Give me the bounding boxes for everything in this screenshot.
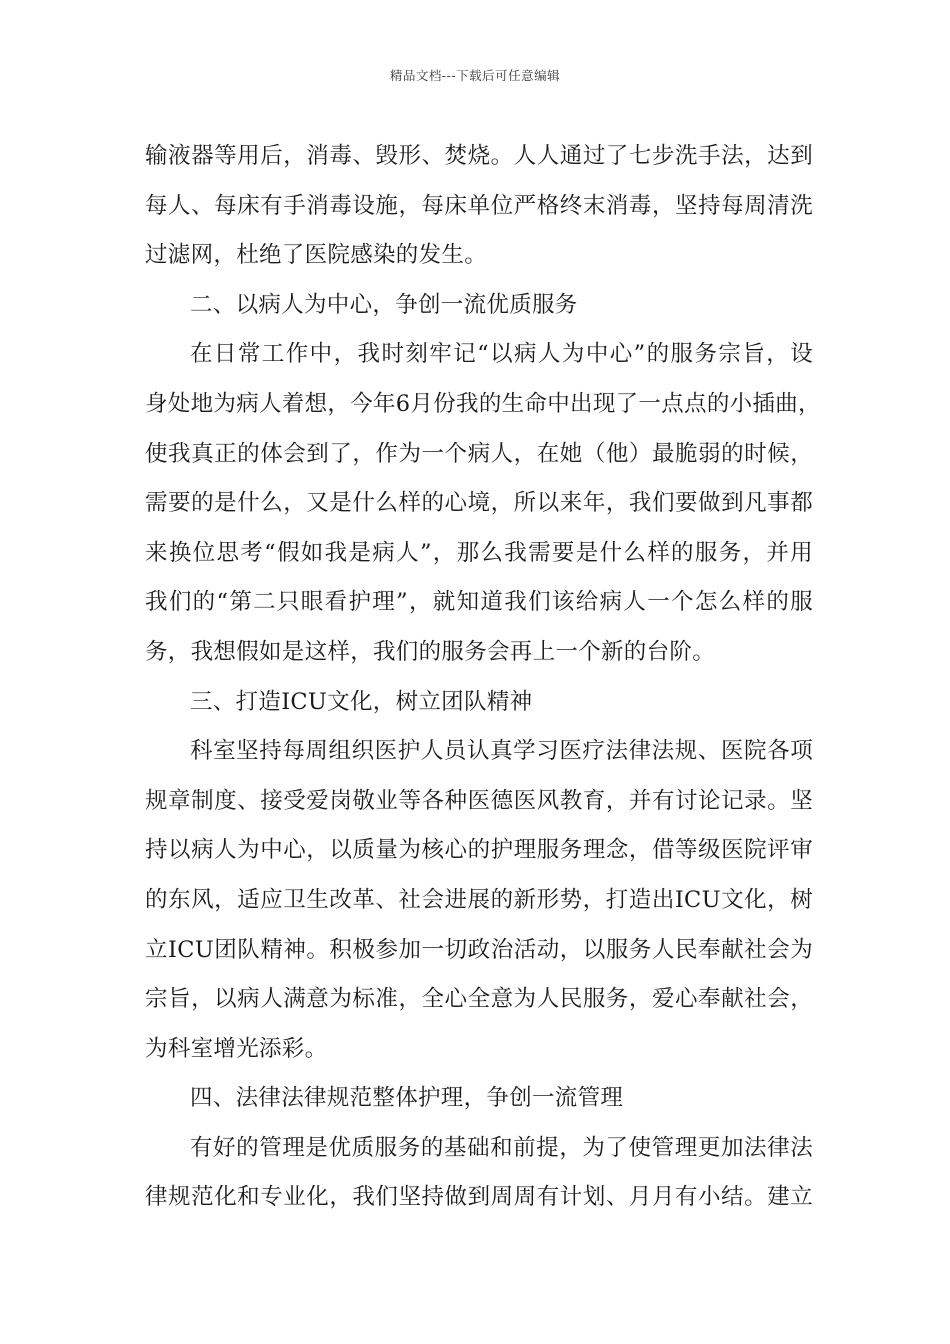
text-line-8: 需要的是什么，又是什么样的心境，所以来年，我们要做到凡事都	[145, 490, 813, 517]
text-line-7: 使我真正的体会到了，作为一个病人，在她（他）最脆弱的时候，	[145, 440, 813, 467]
document-body	[145, 132, 821, 1223]
text-line-1: 输液器等用后，消毒、毁形、焚烧。人人通过了七步洗手法，达到	[145, 143, 813, 169]
text-line-14: 规章制度、接受爱岗敬业等各种医德医风教育，并有讨论记录。坚	[145, 787, 813, 814]
text-line-11: 务，我想假如是这样，我们的服务会再上一个新的台阶。	[145, 638, 716, 665]
text-line-17: 立ICU团队精神。积极参加一切政治活动，以服务人民奉献社会为	[145, 936, 813, 963]
text-line-22: 律规范化和专业化，我们坚持做到周周有计划、月月有小结。建立	[145, 1184, 813, 1211]
text-line-15: 持以病人为中心，以质量为核心的护理服务理念，借等级医院评审	[145, 837, 813, 864]
page-header: 精品文档---下载后可任意编辑	[389, 68, 561, 83]
section-heading-3: 三、打造ICU文化，树立团队精神	[190, 688, 533, 715]
text-line-10: 我们的“第二只眼看护理”，就知道我们该给病人一个怎么样的服	[145, 589, 813, 616]
text-line-9: 来换位思考“假如我是病人”，那么我需要是什么样的服务，并用	[145, 539, 813, 566]
text-line-18: 宗旨，以病人满意为标准，全心全意为人民服务，爱心奉献社会，	[145, 986, 813, 1013]
text-line-5: 在日常工作中，我时刻牢记“以病人为中心”的服务宗旨，设	[190, 341, 813, 368]
text-line-21: 有好的管理是优质服务的基础和前提，为了使管理更加法律法	[190, 1134, 813, 1161]
text-line-3: 过滤网，杜绝了医院感染的发生。	[145, 242, 488, 269]
text-line-6: 身处地为病人着想，今年6月份我的生命中出现了一点点的小插曲，	[145, 390, 821, 417]
section-heading-4: 四、法律法律规范整体护理，争创一流管理	[190, 1085, 624, 1112]
text-line-16: 的东风，适应卫生改革、社会进展的新形势，打造出ICU文化，树	[145, 886, 813, 913]
text-line-2: 每人、每床有手消毒设施，每床单位严格终末消毒，坚持每周清洗	[145, 192, 813, 219]
section-heading-2: 二、以病人为中心，争创一流优质服务	[190, 291, 578, 318]
text-line-19: 为科室增光添彩。	[145, 1035, 328, 1062]
text-line-13: 科室坚持每周组织医护人员认真学习医疗法律法规、医院各项	[190, 738, 813, 765]
